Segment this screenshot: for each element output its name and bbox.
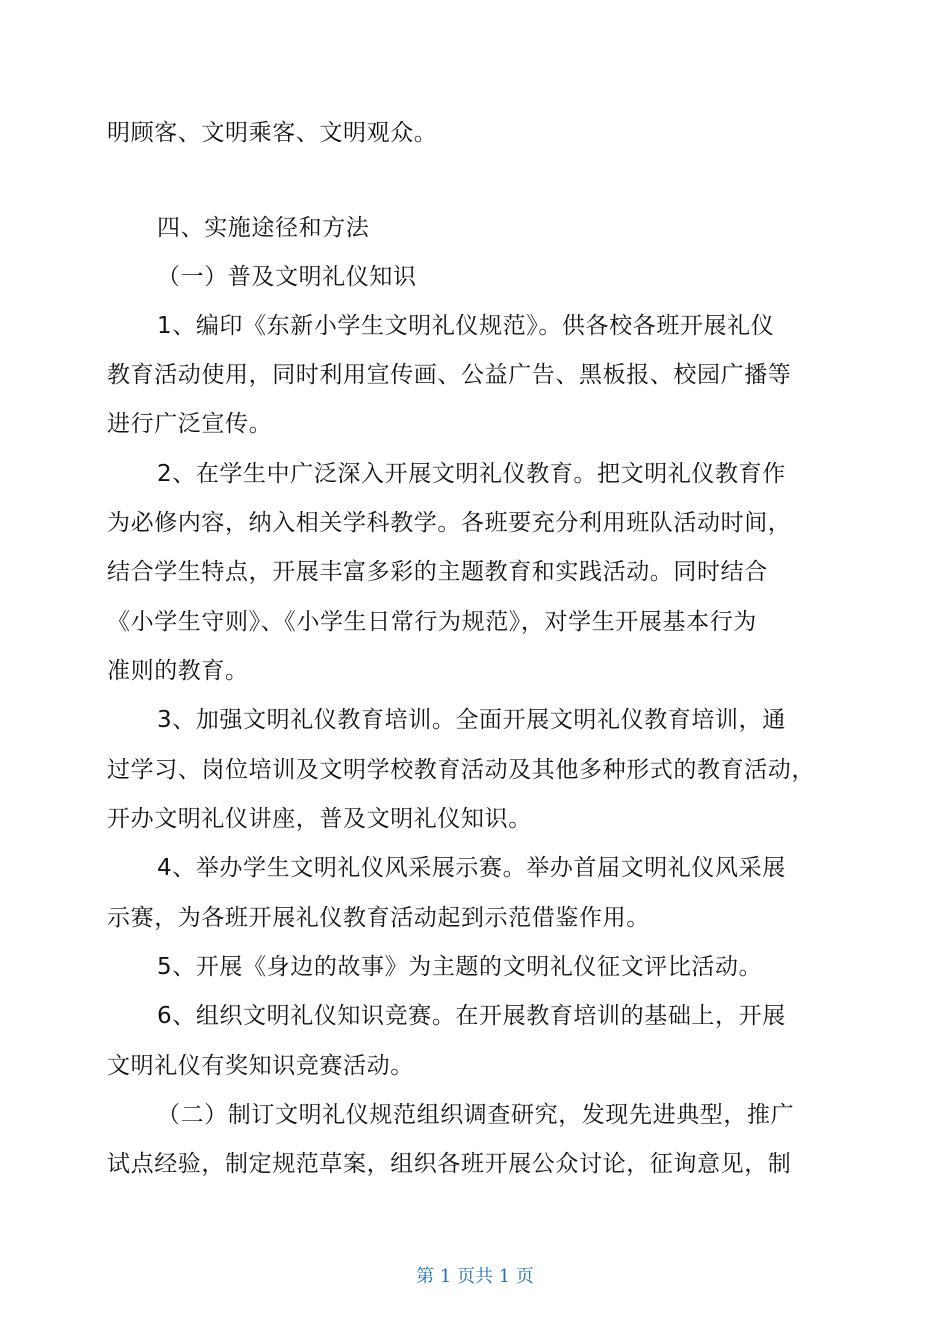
text-line: 结合学生特点，开展丰富多彩的主题教育和实践活动。同时结合 — [107, 559, 768, 585]
text-line: 文明礼仪有奖知识竞赛活动。 — [107, 1053, 414, 1079]
section-heading: 四、实施途径和方法 — [157, 215, 370, 241]
text-line: 开办文明礼仪讲座，普及文明礼仪知识。 — [107, 806, 532, 832]
text-line: 进行广泛宣传。 — [107, 411, 273, 437]
text-line: 4、举办学生文明礼仪风采展示赛。举办首届文明礼仪风采展 — [157, 855, 786, 881]
text-line: 示赛，为各班开展礼仪教育活动起到示范借鉴作用。 — [107, 905, 650, 931]
text-line: 3、加强文明礼仪教育培训。全面开展文明礼仪教育培训，通 — [157, 707, 786, 733]
text-line: 5、开展《身边的故事》为主题的文明礼仪征文评比活动。 — [157, 954, 763, 980]
text-line: 为必修内容，纳入相关学科教学。各班要充分利用班队活动时间， — [107, 510, 792, 536]
text-line: 准则的教育。 — [107, 658, 249, 684]
text-line: 明顾客、文明乘客、文明观众。 — [107, 120, 438, 146]
text-line: 过学习、岗位培训及文明学校教育活动及其他多种形式的教育活动， — [107, 757, 815, 783]
text-line: 试点经验，制定规范草案，组织各班开展公众讨论，征询意见，制 — [107, 1151, 792, 1177]
subsection-heading: （一）普及文明礼仪知识 — [157, 264, 417, 290]
text-line: 教育活动使用，同时利用宣传画、公益广告、黑板报、校园广播等 — [107, 362, 792, 388]
text-line: 《小学生守则》、《小学生日常行为规范》，对学生开展基本行为 — [107, 609, 757, 635]
page-footer: 第 1 页共 1 页 — [416, 1266, 534, 1287]
subsection-heading: （二）制订文明礼仪规范组织调查研究，发现先进典型，推广 — [157, 1102, 795, 1128]
text-line: 2、在学生中广泛深入开展文明礼仪教育。把文明礼仪教育作 — [157, 461, 786, 487]
text-line: 6、组织文明礼仪知识竞赛。在开展教育培训的基础上，开展 — [157, 1003, 786, 1029]
text-line: 1、编印《东新小学生文明礼仪规范》。供各校各班开展礼仪 — [157, 313, 775, 339]
